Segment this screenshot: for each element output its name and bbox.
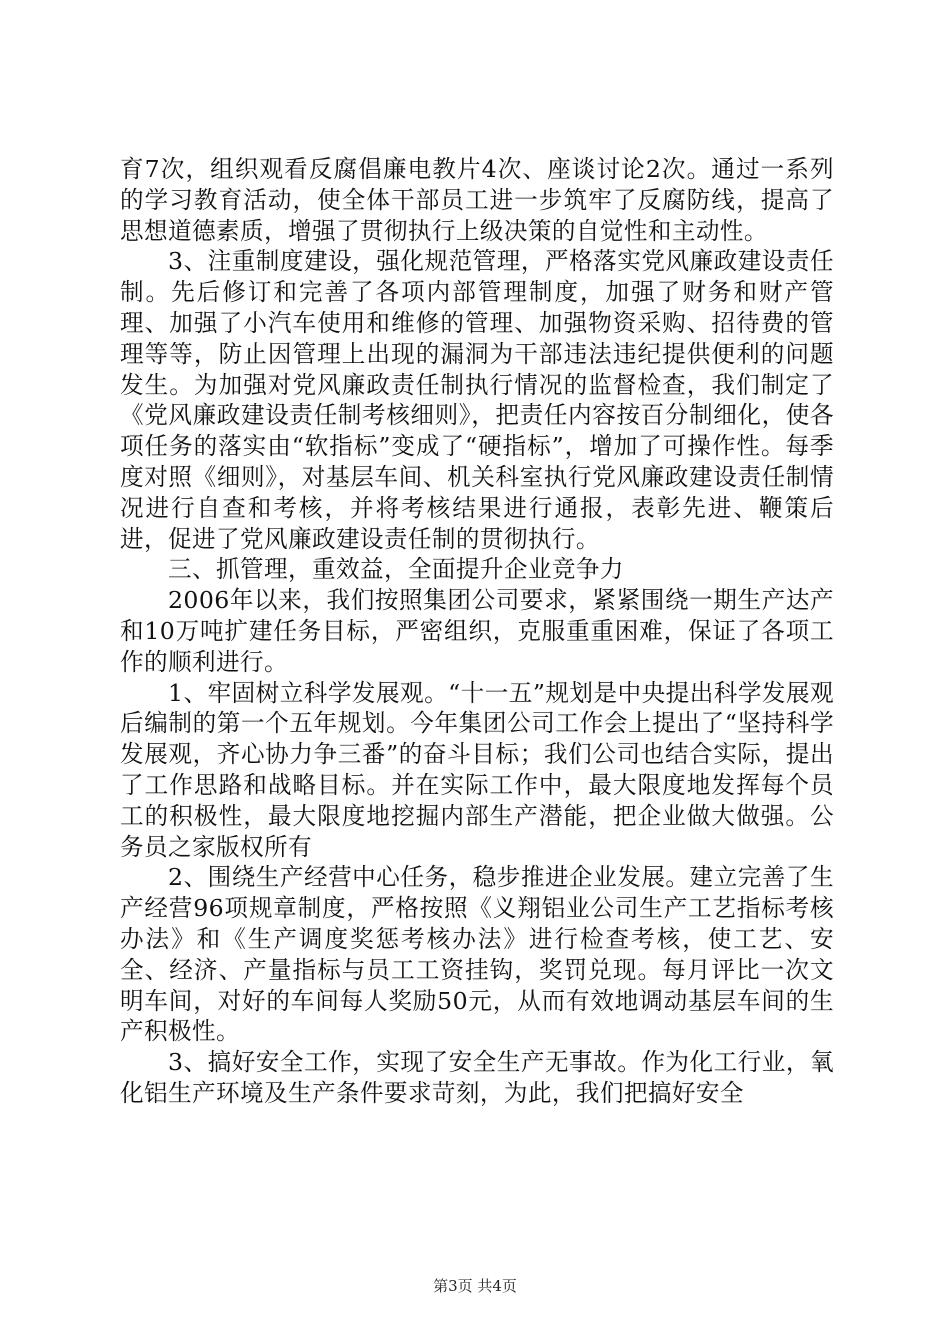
paragraph: 育7次，组织观看反腐倡廉电教片4次、座谈讨论2次。通过一系列的学习教育活动，使全体干部员工进一步筑牢了反腐防线，提高了思想道德素质，增强了贯彻执行上级决策的自觉性和主动性。 xyxy=(120,155,834,245)
paragraph: 2006年以来，我们按照集团公司要求，紧紧围绕一期生产达产和10万吨扩建任务目标，严密组织，克服重重困难，保证了各项工作的顺利进行。 xyxy=(120,586,834,676)
document-body xyxy=(120,154,834,1109)
paragraph: 2、围绕生产经营中心任务，稳步推进企业发展。建立完善了生产经营96项规章制度，严格按照《义翔铝业公司生产工艺指标考核办法》和《生产调度奖惩考核办法》进行检查考核，使工艺、安全、经济、产量指标与员工工资挂钩，奖罚兑现。每月评比一次文明车间，对好的车间每人奖励50元，从而有效地调动基层车间的生产积极性。 xyxy=(120,863,834,1046)
paragraph: 3、搞好安全工作，实现了安全生产无事故。作为化工行业，氧化铝生产环境及生产条件要求苛刻，为此，我们把搞好安全 xyxy=(120,1048,834,1107)
section-heading: 三、抓管理，重效益，全面提升企业竞争力 xyxy=(168,555,624,584)
paragraph: 1、牢固树立科学发展观。“十一五”规划是中央提出科学发展观后编制的第一个五年规划。今年集团公司工作会上提出了“坚持科学发展观，齐心协力争三番”的奋斗目标；我们公司也结合实际，提出了工作思路和战略目标。并在实际工作中，最大限度地发挥每个员工的积极性，最大限度地挖掘内部生产潜能，把企业做大做强。公务员之家版权所有 xyxy=(120,678,834,861)
page-footer: 第3页 共4页 xyxy=(433,1277,517,1295)
paragraph: 3、注重制度建设，强化规范管理，严格落实党风廉政建设责任制。先后修订和完善了各项内部管理制度，加强了财务和财产管理、加强了小汽车使用和维修的管理、加强物资采购、招待费的管理等等，防止因管理上出现的漏洞为干部违法违纪提供便利的问题发生。为加强对党风廉政责任制执行情况的监督检查，我们制定了《党风廉政建设责任制考核细则》，把责任内容按百分制细化，使各项任务的落实由“软指标”变成了“硬指标”，增加了可操作性。每季度对照《细则》，对基层车间、机关科室执行党风廉政建设责任制情况进行自查和考核，并将考核结果进行通报，表彰先进、鞭策后进，促进了党风廉政建设责任制的贯彻执行。 xyxy=(120,247,834,553)
